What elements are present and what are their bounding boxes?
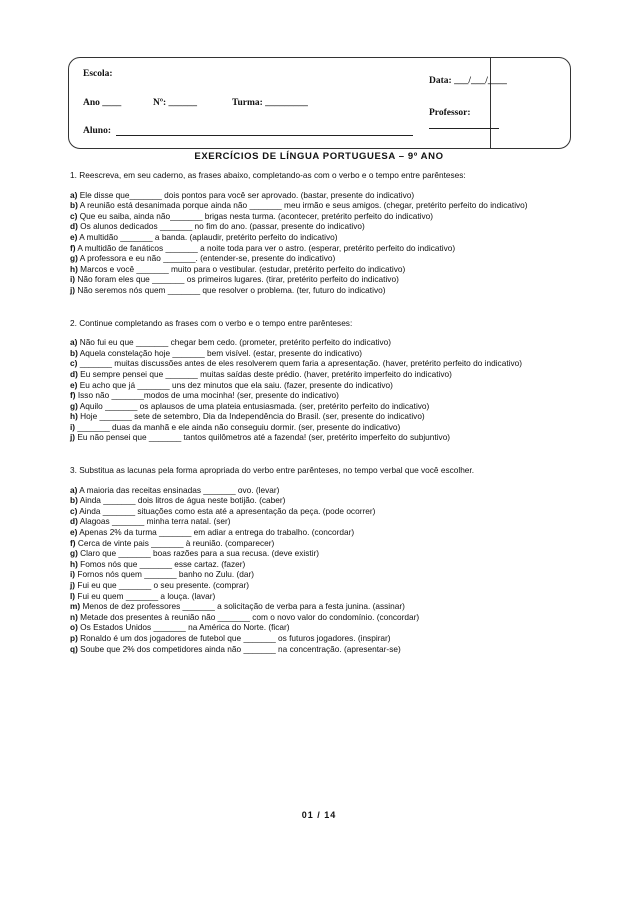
exercise-item <box>70 422 572 433</box>
item-letter: f) <box>70 390 76 401</box>
item-text: A professora e eu não _______. (entender-se, presente do indicativo) <box>79 253 336 264</box>
item-letter: j) <box>70 432 76 443</box>
item-text: Fomos nós que _______ esse cartaz. (fazer) <box>80 558 246 569</box>
item-text: A reunião está desanimada porque ainda não _______ meu irmão e seus amigos. (chegar, pretérito perfeito do indicativo) <box>79 200 528 211</box>
item-letter: o) <box>70 622 78 633</box>
exercise-item <box>70 200 572 211</box>
item-text: A multidão de fanáticos _______ a noite toda para ver o astro. (esperar, pretérito perfeito do indicativo) <box>77 242 456 253</box>
item-text: Não seremos nós quem _______ que resolver o problema. (ter, futuro do indicativo) <box>77 284 386 295</box>
item-letter: d) <box>70 368 78 379</box>
student-label: Aluno: <box>83 126 111 136</box>
item-letter: b) <box>70 495 78 506</box>
item-letter: c) <box>70 210 78 221</box>
item-letter: e) <box>70 231 78 242</box>
exercise-item <box>70 411 572 422</box>
exercise-item <box>70 337 572 348</box>
item-text: Não fui eu que _______ chegar bem cedo. (prometer, pretérito perfeito do indicativo) <box>79 337 392 348</box>
question-3-items <box>70 485 572 655</box>
exercise-item <box>70 485 572 496</box>
exercise-item <box>70 580 572 591</box>
item-text: Claro que _______ boas razões para a sua recusa. (deve existir) <box>80 548 320 559</box>
exercise-item <box>70 264 572 275</box>
item-letter: c) <box>70 505 78 516</box>
item-text: Menos de dez professores _______ a solicitação de verba para a festa junina. (assinar) <box>82 601 405 612</box>
question-2-items <box>70 337 572 443</box>
item-letter: a) <box>70 484 78 495</box>
student-name-line[interactable] <box>116 135 413 136</box>
item-text: Hoje _______ sete de setembro, Dia da Independência do Brasil. (ser, presente do indicativo) <box>80 411 425 422</box>
item-text: Ainda _______ dois litros de água neste botijão. (caber) <box>79 495 286 506</box>
exercise-item <box>70 285 572 296</box>
exercise-item <box>70 506 572 517</box>
item-text: Ainda _______ situações como esta até a apresentação da peça. (pode ocorrer) <box>79 505 376 516</box>
question-1-intro: 1. Reescreva, em seu caderno, as frases abaixo, completando-as com o verbo e o tempo entre parênteses: <box>70 170 466 180</box>
item-text: Eu não pensei que _______ tantos quilômetros até a fazenda! (ser, pretérito imperfeito do subjuntivo) <box>77 432 451 443</box>
exercise-item <box>70 601 572 612</box>
item-text: Fui eu que _______ o seu presente. (comprar) <box>77 580 249 590</box>
item-text: Isso não _______modos de uma mocinha! (ser, presente do indicativo) <box>77 390 339 401</box>
item-text: Apenas 2% da turma _______ em adiar a entrega do trabalho. (concordar) <box>79 527 355 538</box>
question-1-items <box>70 190 572 296</box>
item-letter: p) <box>70 632 78 643</box>
item-text: Ele disse que_______ dois pontos para você ser aprovado. (bastar, presente do indicativo) <box>79 189 415 200</box>
item-letter: g) <box>70 253 78 264</box>
item-letter: a) <box>70 337 78 348</box>
exercise-item <box>70 644 572 655</box>
question-2-intro: 2. Continue completando as frases com o verbo e o tempo entre parênteses: <box>70 317 353 328</box>
exercise-item <box>70 612 572 623</box>
item-letter: h) <box>70 411 78 422</box>
item-letter: d) <box>70 221 78 232</box>
item-text: Aquilo _______ os aplausos de uma plateia entusiasmada. (ser, pretérito perfeito do indicativo) <box>79 400 430 411</box>
item-text: Fornos nós quem _______ banho no Zulu. (dar) <box>77 569 255 580</box>
item-letter: a) <box>70 189 78 200</box>
teacher-label: Professor: <box>429 108 471 118</box>
exercise-item <box>70 548 572 559</box>
item-letter: m) <box>70 601 81 612</box>
item-text: Aquela constelação hoje _______ bem visível. (estar, presente do indicativo) <box>79 347 362 358</box>
item-letter: i) <box>70 274 76 285</box>
exercise-item <box>70 527 572 538</box>
item-text: Não foram eles que _______ os primeiros lugares. (tirar, pretérito perfeito do indicativo) <box>77 274 399 285</box>
item-letter: h) <box>70 558 78 569</box>
exercise-item <box>70 253 572 264</box>
item-text: Que eu saiba, ainda não_______ brigas nesta turma. (acontecer, pretérito perfeito do indicativo) <box>79 210 434 221</box>
exercise-item <box>70 190 572 201</box>
exercise-item <box>70 516 572 527</box>
item-text: _______ duas da manhã e ele ainda não conseguiu dormir. (ser, presente do indicativo) <box>77 421 401 432</box>
exercise-content <box>70 170 572 654</box>
exercise-item <box>70 348 572 359</box>
exercise-item <box>70 369 572 380</box>
item-letter: e) <box>70 527 78 538</box>
page-number: 01 / 14 <box>301 810 337 820</box>
header-divider <box>490 58 491 148</box>
item-text: Alagoas _______ minha terra natal. (ser) <box>79 516 231 527</box>
exercise-item <box>70 569 572 580</box>
item-text: A multidão _______ a banda. (aplaudir, pretérito perfeito do indicativo) <box>79 231 338 242</box>
item-text: Metade dos presentes à reunião não _______ com o novo valor do condomínio. (concordar) <box>80 611 420 622</box>
item-letter: i) <box>70 421 76 432</box>
question-3-intro: 3. Substitua as lacunas pela forma apropriada do verbo entre parênteses, no tempo verbal que você escolher. <box>70 465 475 476</box>
item-letter: q) <box>70 643 78 654</box>
item-letter: e) <box>70 379 78 390</box>
item-letter: c) <box>70 358 78 369</box>
exercise-item <box>70 495 572 506</box>
exercise-item <box>70 243 572 254</box>
year-label: Ano ____ <box>83 98 122 108</box>
item-text: _______ muitas discussões antes de eles resolverem quem faria a apresentação. (haver, pretérito perfeito do indicativo) <box>79 358 522 369</box>
school-label: Escola: <box>83 69 113 79</box>
item-text: Fui eu quem _______ a louça. (lavar) <box>77 590 216 601</box>
exercise-item <box>70 221 572 232</box>
page-title: EXERCÍCIOS DE LÍNGUA PORTUGUESA – 9º ANO <box>194 151 444 162</box>
item-letter: j) <box>70 580 76 590</box>
item-letter: n) <box>70 611 78 622</box>
exercise-item <box>70 591 572 602</box>
exercise-item <box>70 538 572 549</box>
item-text: Cerca de vinte pais _______ à reunião. (comparecer) <box>77 537 275 548</box>
item-text: Marcos e você _______ muito para o vestibular. (estudar, pretérito perfeito do indicativo) <box>80 263 406 274</box>
item-letter: b) <box>70 347 78 358</box>
number-label: Nº: ______ <box>153 98 198 108</box>
exercise-item <box>70 380 572 391</box>
item-letter: g) <box>70 548 78 559</box>
exercise-item <box>70 633 572 644</box>
item-letter: j) <box>70 284 76 295</box>
date-label: Data: ___/___/____ <box>429 76 507 86</box>
item-letter: d) <box>70 516 78 527</box>
item-text: A maioria das receitas ensinadas _______ ovo. (levar) <box>79 484 280 495</box>
teacher-line[interactable] <box>429 128 499 129</box>
exercise-item <box>70 559 572 570</box>
item-letter: l) <box>70 590 76 601</box>
item-letter: g) <box>70 400 78 411</box>
exercise-item <box>70 432 572 443</box>
item-letter: f) <box>70 242 76 253</box>
exercise-item <box>70 401 572 412</box>
exercise-item <box>70 622 572 633</box>
item-text: Ronaldo é um dos jogadores de futebol que _______ os futuros jogadores. (inspirar) <box>80 632 391 643</box>
item-letter: f) <box>70 537 76 548</box>
exercise-item <box>70 232 572 243</box>
exercise-item <box>70 211 572 222</box>
item-text: Soube que 2% dos competidores ainda não _______ na concentração. (apresentar-se) <box>80 643 401 654</box>
item-text: Eu sempre pensei que _______ muitas saídas deste prédio. (haver, pretérito imperfeito do indicativo) <box>80 368 452 379</box>
item-text: Os alunos dedicados _______ no fim do ano. (passar, presente do indicativo) <box>80 221 365 232</box>
header-box <box>68 57 571 149</box>
exercise-item <box>70 390 572 401</box>
item-text: Eu acho que já _______ uns dez minutos que ela saiu. (fazer, presente do indicativo) <box>79 379 393 390</box>
class-label: Turma: _________ <box>232 98 308 108</box>
item-letter: i) <box>70 569 76 580</box>
item-letter: h) <box>70 263 78 274</box>
exercise-item <box>70 358 572 369</box>
item-text: Os Estados Unidos _______ na América do Norte. (ficar) <box>80 622 290 633</box>
item-letter: b) <box>70 200 78 211</box>
exercise-item <box>70 274 572 285</box>
